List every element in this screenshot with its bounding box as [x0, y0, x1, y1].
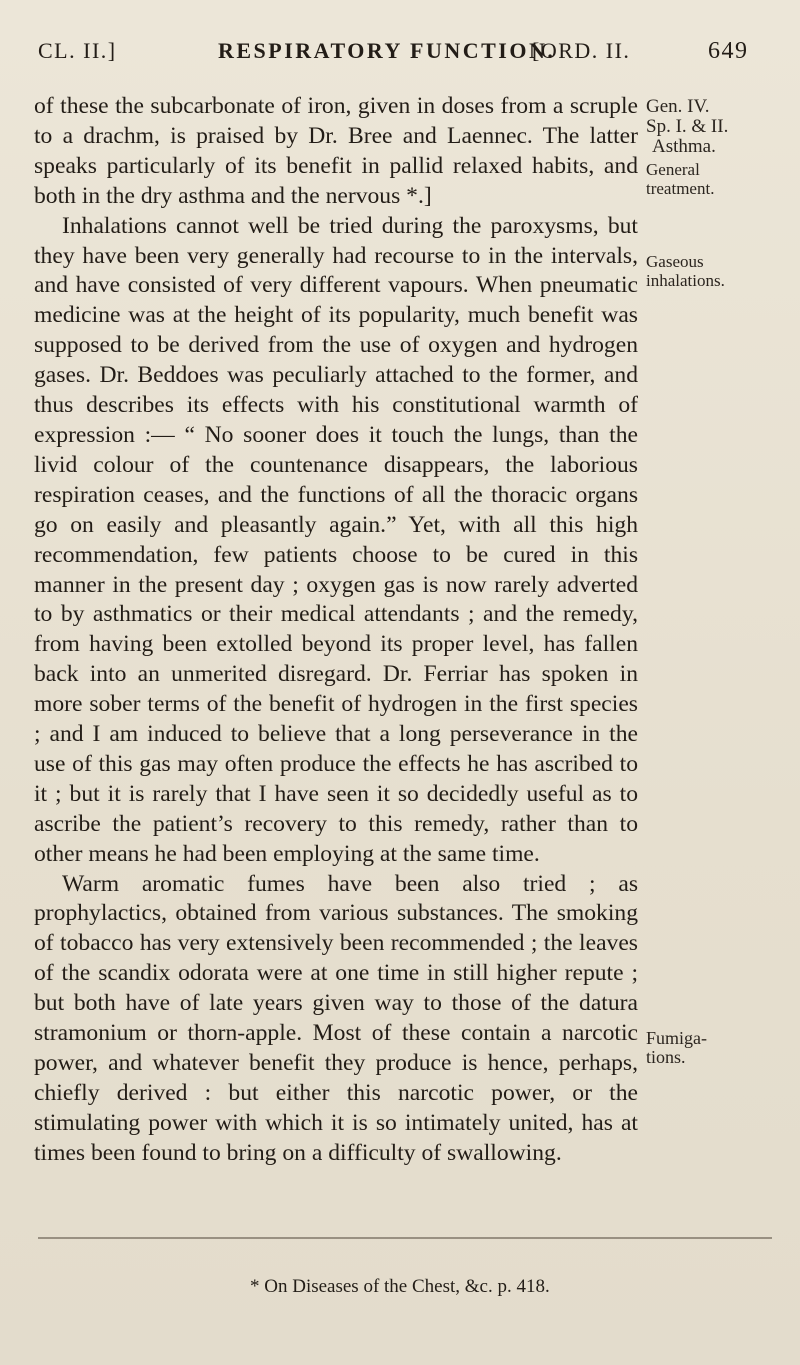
paragraph-iron: of these the subcarbonate of iron, given in doses from a scruple to a drachm, is praised by Dr. Bree and Laennec. The latter speaks particularly of its benefit in pallid relaxed habits, and both in the dry asthma and the nervous *.] — [34, 93, 638, 209]
running-header — [38, 38, 782, 78]
footnote: * On Diseases of the Chest, &c. p. 418. — [250, 1276, 550, 1297]
paragraph-fumigations: Warm aromatic fumes have been also tried ; as prophylactics, obtained from various substances. The smoking of tobacco has very extensively been recommended ; the leaves of the scandix odorata were at one time in still higher repute ; but both have of late years given way to those of the datura stramonium or thorn-apple. Most of these contain a narcotic power, and whatever benefit they produce is hence, perhaps, chiefly derived : but either this narcotic power, or the stimulating power with which it is so intimately united, has at times been found to bring on a difficulty of swallowing. — [34, 870, 638, 1166]
body-text — [34, 92, 638, 1169]
margin-note-gaseous-line1: Gaseous — [646, 252, 704, 271]
header-title: RESPIRATORY FUNCTION. — [218, 38, 556, 63]
footnote-divider — [38, 1237, 772, 1239]
header-chapter: CL. II.] — [38, 38, 117, 63]
margin-note-genus: Gen. IV. — [646, 96, 710, 117]
page-number: 649 — [708, 38, 749, 64]
margin-note-fumigations — [646, 1029, 796, 1067]
margin-note-species: Sp. I. & II. — [646, 116, 729, 137]
margin-note-general-line1: General — [646, 160, 700, 179]
margin-note-fumiga-line1: Fumiga- — [646, 1028, 707, 1048]
margin-note-fumiga-line2: tions. — [646, 1047, 686, 1067]
margin-note-gaseous-line2: inhalations. — [646, 271, 725, 290]
header-order: [ORD. II. — [532, 38, 631, 63]
margin-note-general-line2: treatment. — [646, 179, 715, 198]
paragraph-inhalations: Inhalations cannot well be tried during the paroxysms, but they have been very generally had recourse to in the intervals, and have consisted of very different vapours. When pneumatic medicine was at the height of its popularity, much benefit was supposed to be derived from the use of oxygen and hydrogen gases. Dr. Beddoes was peculiarly attached to the former, and thus describes its effects with his constitutional warmth of expression :— “ No sooner does it touch the lungs, than the livid colour of the countenance disappears, the laborious respiration ceases, and the functions of all the thoracic organs go on easily and pleasantly again.” Yet, with all this high recommendation, few patients choose to be cured in this manner in the present day ; oxygen gas is now rarely adverted to by asthmatics or their medical attendants ; and the remedy, from having been extolled beyond its proper level, has fallen back into an unmerited disregard. Dr. Ferriar has spoken in more sober terms of the benefit of hydrogen in the first species ; and I am induced to believe that a long perseverance in the use of this gas may often produce the effects he has ascribed to it ; but it is rarely that I have seen it so decidedly useful as to ascribe the patient’s recovery to this remedy, rather than to other means he had been employing at the same time. — [34, 212, 638, 867]
margin-note-gaseous-inhalations — [646, 252, 796, 290]
margin-note-general-treatment — [646, 160, 796, 198]
margin-note-asthma-name: Asthma. — [652, 136, 716, 157]
margin-note-asthma — [646, 97, 796, 157]
